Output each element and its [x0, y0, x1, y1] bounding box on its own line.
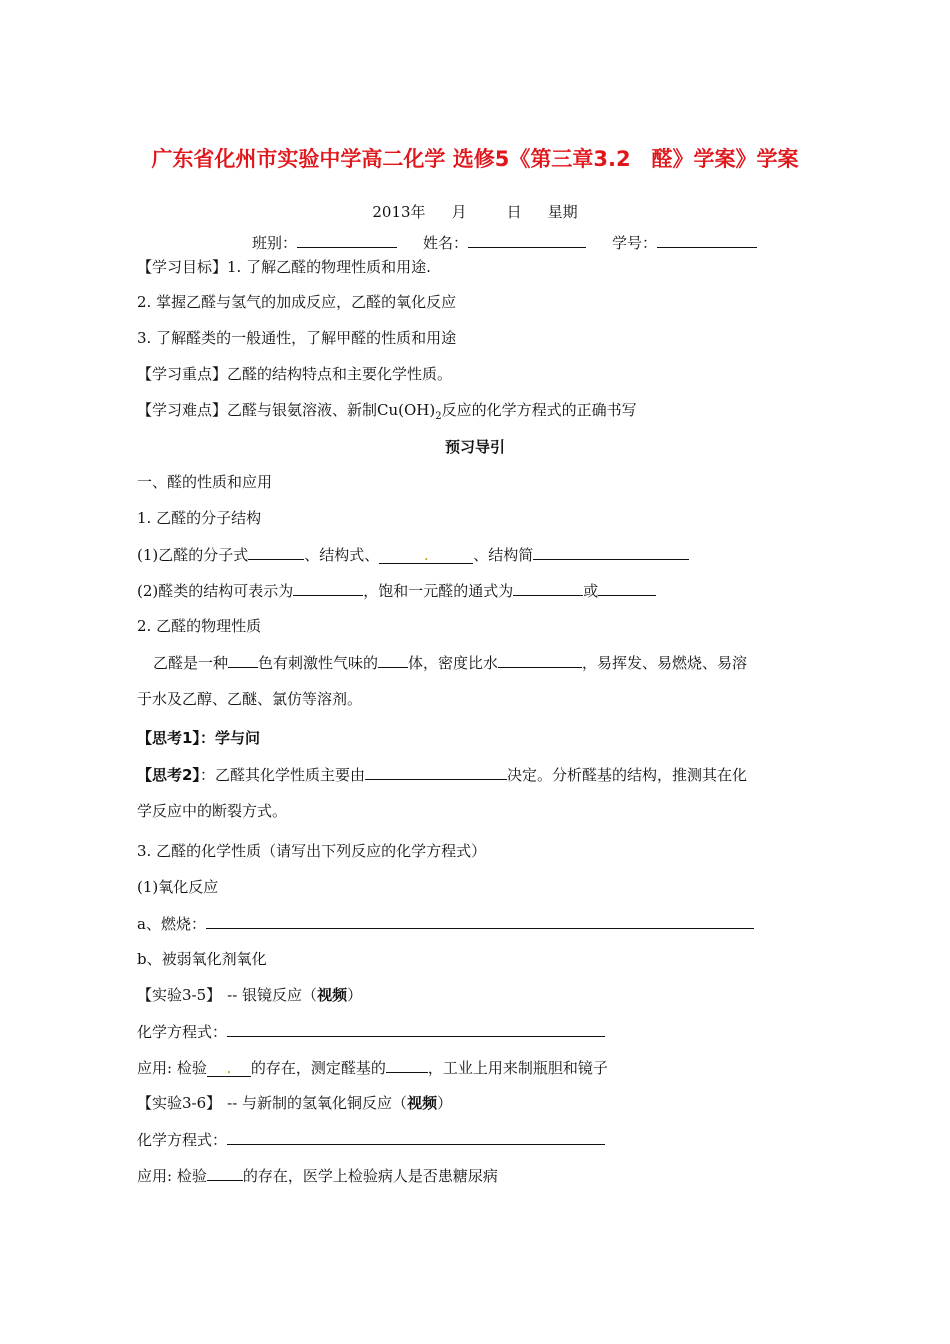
- experiment-3-5-text: -- 银镜反应（: [227, 986, 318, 1004]
- class-label: 班别：: [252, 234, 298, 252]
- application-2-text-b: 的存在，医学上检验病人是否患糖尿病: [242, 1167, 498, 1185]
- weak-oxidant-heading: b、被弱氧化剂氧化: [137, 950, 267, 968]
- phys-text-b: 色有刺激性气味的: [258, 654, 379, 672]
- difficulty-tag: 【学习难点】: [137, 401, 228, 419]
- difficulty-text-b: 反应的化学方程式的正确书写: [441, 401, 637, 419]
- section-3-heading: 3. 乙醛的化学性质（请写出下列反应的化学方程式）: [137, 842, 487, 860]
- q1-text-c: 、结构简: [473, 546, 534, 564]
- experiment-3-6-tag: 【实验3-6】: [137, 1094, 222, 1112]
- application-2: [137, 1165, 498, 1186]
- aldehyde-structure-blank[interactable]: [293, 580, 363, 596]
- difficulty: [137, 400, 637, 427]
- key-point: [137, 364, 452, 384]
- application-1-blank-2[interactable]: [386, 1057, 428, 1073]
- think-1: [137, 728, 260, 748]
- structural-formula-blank[interactable]: .: [379, 548, 473, 564]
- state-blank[interactable]: [378, 652, 408, 668]
- date-month: 月: [451, 203, 467, 221]
- equation-label-1: 化学方程式：: [137, 1023, 228, 1041]
- date-year: 2013年: [372, 203, 426, 221]
- experiment-3-5-tag: 【实验3-5】: [137, 986, 222, 1004]
- date-day: 日: [506, 203, 522, 221]
- q2-text-c: 或: [583, 582, 599, 600]
- objective-3: 3. 了解醛类的一般通性，了解甲醛的性质和用途: [137, 329, 457, 347]
- think-2-text-b: 决定。分析醛基的结构，推测其在化: [506, 766, 747, 784]
- burn-label: a、燃烧：: [137, 915, 206, 933]
- student-no-label: 学号：: [612, 234, 658, 252]
- burn-line: [137, 913, 754, 934]
- objectives-tag: 【学习目标】: [137, 258, 228, 276]
- oxidation-heading: (1)氧化反应: [137, 878, 219, 896]
- experiment-3-6: [137, 1093, 452, 1113]
- copper-hydroxide-equation-blank[interactable]: [227, 1129, 605, 1145]
- application-2-text-a: 应用: 检验: [137, 1167, 207, 1185]
- application-1: [137, 1057, 608, 1078]
- subscript-2: 2: [435, 411, 442, 422]
- date-line: [0, 202, 950, 222]
- think-1-text: ：学与问: [199, 729, 260, 747]
- difficulty-text-a: 乙醛与银氨溶液、新制Cu(OH): [227, 401, 436, 419]
- section-1-heading: 1. 乙醛的分子结构: [137, 509, 262, 527]
- density-blank[interactable]: [498, 652, 582, 668]
- section-2-heading: 2. 乙醛的物理性质: [137, 617, 262, 635]
- video-label: 视频: [407, 1094, 438, 1112]
- key-point-tag: 【学习重点】: [137, 365, 228, 383]
- application-1-text-c: ，工业上用来制瓶胆和镜子: [427, 1059, 608, 1077]
- class-blank[interactable]: [297, 232, 397, 248]
- burn-equation-blank[interactable]: [206, 913, 754, 929]
- color-blank[interactable]: [228, 652, 258, 668]
- structural-simple-blank[interactable]: [533, 544, 689, 560]
- experiment-3-6-close: ）: [437, 1094, 453, 1112]
- think-1-tag: 【思考1】: [137, 729, 200, 747]
- equation-line-2: [137, 1129, 605, 1150]
- q2-text-a: (2)醛类的结构可表示为: [137, 582, 294, 600]
- question-2: [137, 580, 656, 601]
- experiment-3-6-text: -- 与新制的氢氧化铜反应（: [227, 1094, 408, 1112]
- application-1-text-b: 的存在，测定醛基的: [250, 1059, 386, 1077]
- name-label: 姓名：: [423, 234, 469, 252]
- objective-1: 1. 了解乙醛的物理性质和用途.: [227, 258, 431, 276]
- silver-mirror-equation-blank[interactable]: [227, 1021, 605, 1037]
- application-1-text-a: 应用: 检验: [137, 1059, 207, 1077]
- general-formula-blank-2[interactable]: [598, 580, 656, 596]
- phys-text-d: ，易挥发、易燃烧、易溶: [582, 654, 748, 672]
- equation-label-2: 化学方程式：: [137, 1131, 228, 1149]
- q1-text-b: 、结构式、: [304, 546, 380, 564]
- student-no-blank[interactable]: [657, 232, 757, 248]
- objective-line-1: [137, 257, 431, 277]
- objective-2: 2. 掌握乙醛与氢气的加成反应，乙醛的氧化反应: [137, 293, 457, 311]
- experiment-3-5-close: ）: [347, 986, 363, 1004]
- application-2-blank[interactable]: [207, 1165, 243, 1181]
- think-2-text-a: ：乙醛其化学性质主要由: [199, 766, 365, 784]
- think-2-blank[interactable]: [365, 764, 507, 780]
- date-weekday: 星期: [547, 203, 578, 221]
- think-2-line-1: [137, 764, 747, 785]
- part-1-heading: 一、醛的性质和应用: [137, 473, 273, 491]
- q2-text-b: ，饱和一元醛的通式为: [363, 582, 514, 600]
- physical-properties-line-1: [153, 652, 747, 673]
- phys-text-a: 乙醛是一种: [153, 654, 229, 672]
- formula-blank[interactable]: [248, 544, 304, 560]
- video-label: 视频: [317, 986, 348, 1004]
- think-2-line-2: 学反应中的断裂方式。: [137, 802, 288, 820]
- application-1-blank-1[interactable]: .: [207, 1061, 251, 1077]
- question-1: [137, 544, 689, 565]
- think-2-tag: 【思考2】: [137, 766, 200, 784]
- info-line: [252, 232, 757, 253]
- physical-properties-line-2: 于水及乙醇、乙醚、氯仿等溶剂。: [137, 690, 363, 708]
- phys-text-c: 体，密度比水: [408, 654, 499, 672]
- page-title: 广东省化州市实验中学高二化学 选修5《第三章3.2 醛》学案》学案: [151, 147, 799, 171]
- experiment-3-5: [137, 985, 362, 1005]
- general-formula-blank-1[interactable]: [513, 580, 583, 596]
- section-heading: 预习导引: [444, 438, 505, 456]
- q1-text-a: (1)乙醛的分子式: [137, 546, 249, 564]
- key-point-text: 乙醛的结构特点和主要化学性质。: [227, 365, 453, 383]
- name-blank[interactable]: [468, 232, 586, 248]
- equation-line-1: [137, 1021, 605, 1042]
